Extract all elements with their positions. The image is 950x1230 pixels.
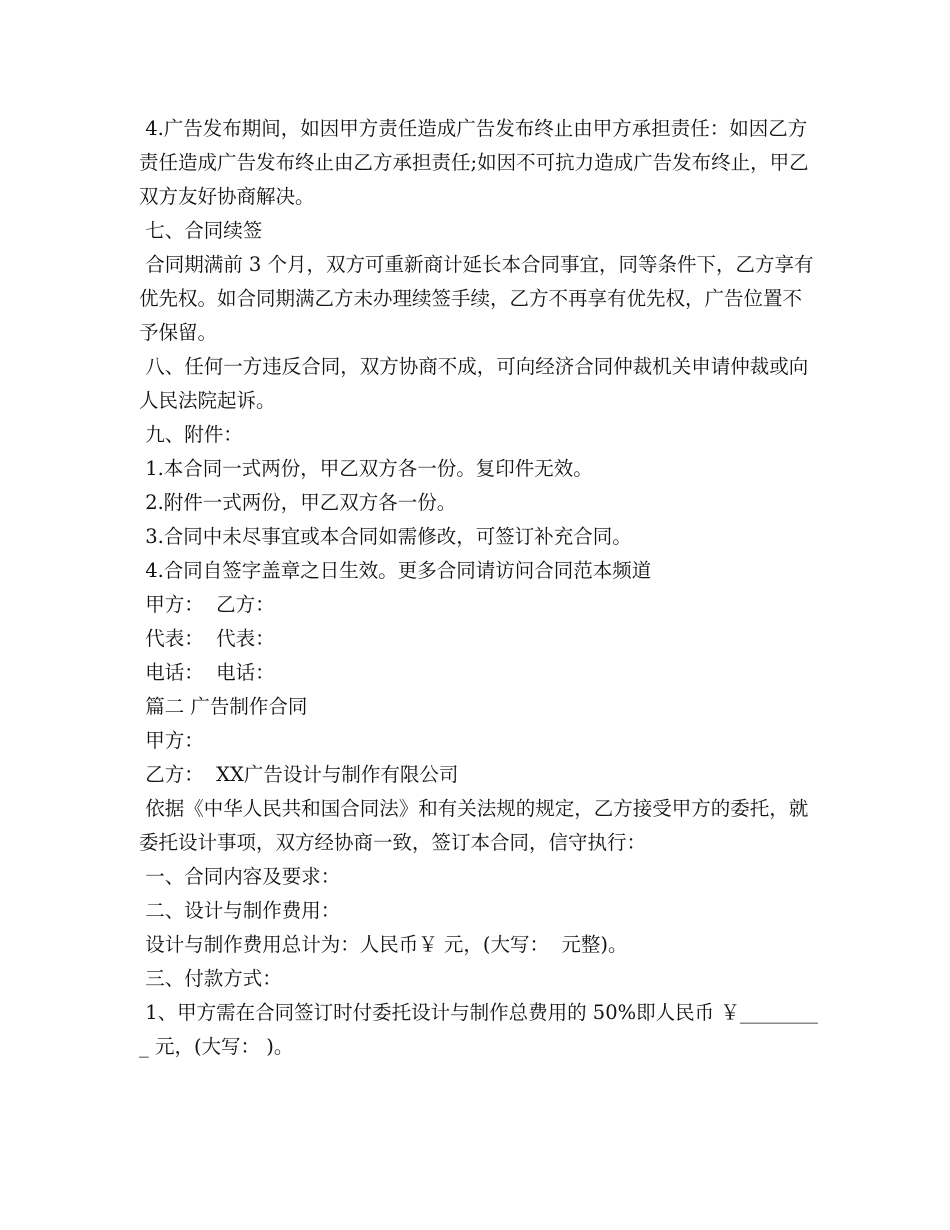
document-body (139, 112, 819, 1064)
signature-phones: 电话： 电话： (139, 661, 275, 684)
section-8-text: 八、任何一方违反合同，双方协商不成，可向经济合同仲裁机关申请仲裁或向人民法院起诉。 (139, 355, 809, 412)
signature-representatives: 代表： 代表： (139, 627, 275, 650)
clause-4-publication-liability: 4.广告发布期间，如因甲方责任造成广告发布终止由甲方承担责任：如因乙方责任造成广告发布终止由乙方承担责任;如因不可抗力造成广告发布终止，甲乙双方友好协商解决。 (139, 117, 809, 208)
attachment-item-1: 1.本合同一式两份，甲乙双方各一份。复印件无效。 (139, 457, 593, 480)
section-3-heading: 三、付款方式： (139, 967, 282, 990)
party-b-line: 乙方： XX广告设计与制作有限公司 (139, 763, 459, 786)
attachment-item-3: 3.合同中未尽事宜或本合同如需修改，可签订补充合同。 (139, 525, 632, 548)
section-9-heading: 九、附件： (139, 423, 243, 446)
attachment-item-2: 2.附件一式两份，甲乙双方各一份。 (139, 491, 457, 514)
preamble-text: 依据《中华人民共和国合同法》和有关法规的规定，乙方接受甲方的委托，就委托设计事项，双方经协商一致，签订本合同，信守执行： (139, 797, 809, 854)
part-2-title: 篇二 广告制作合同 (139, 695, 308, 718)
section-7-text: 合同期满前 3 个月，双方可重新商计延长本合同事宜，同等条件下，乙方享有优先权。如合同期满乙方未办理续签手续，乙方不再享有优先权，广告位置不予保留。 (139, 253, 814, 344)
party-a-line: 甲方： (139, 729, 204, 752)
signature-parties: 甲方： 乙方： (139, 593, 275, 616)
payment-item-1: 1、甲方需在合同签订时付委托设计与制作总费用的 50%即人民币 ￥_________ 元，(大写： )。 (139, 1001, 818, 1058)
section-2-heading: 二、设计与制作费用： (139, 899, 341, 922)
fee-total-line: 设计与制作费用总计为：人民币￥ 元，(大写： 元整)。 (139, 933, 628, 956)
section-7-heading: 七、合同续签 (139, 219, 263, 242)
attachment-item-4: 4.合同自签字盖章之日生效。更多合同请访问合同范本频道 (139, 559, 652, 582)
section-1-heading: 一、合同内容及要求： (139, 865, 341, 888)
